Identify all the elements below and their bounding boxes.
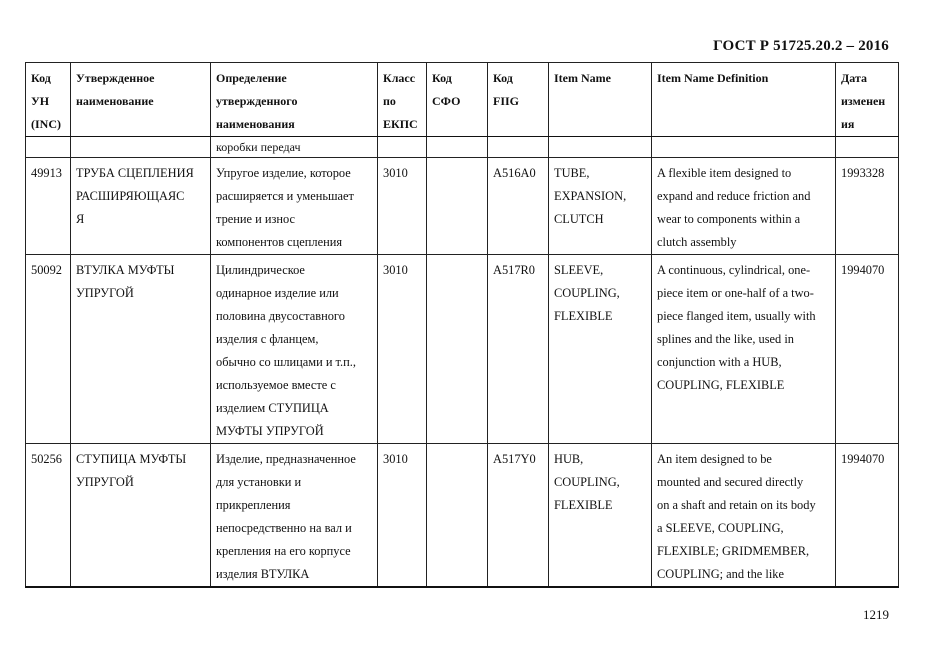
cell-date: 1994070	[836, 444, 899, 588]
table-header-row	[26, 63, 899, 137]
cell-inc: 50092	[26, 255, 71, 444]
cell-approved-name: ТРУБА СЦЕПЛЕНИЯ РАСШИРЯЮЩАЯС Я	[71, 158, 211, 255]
cell-fiig: A517R0	[488, 255, 549, 444]
table-row	[26, 444, 899, 588]
page-number: 1219	[863, 607, 889, 622]
cell-fiig: A517Y0	[488, 444, 549, 588]
cell-approved-name: СТУПИЦА МУФТЫ УПРУГОЙ	[71, 444, 211, 588]
cell-class: 3010	[378, 255, 427, 444]
header-fiig: Код FIIG	[488, 63, 549, 137]
cell-date: 1993328	[836, 158, 899, 255]
cell-definition: Изделие, предназначенное для установки и прикрепления непосредственно на вал и крепления на его корпусе изделия ВТУЛКА	[211, 444, 378, 588]
cell-inc: 49913	[26, 158, 71, 255]
definition-continuation: коробки передач	[211, 137, 378, 158]
cell-item-name: SLEEVE, COUPLING, FLEXIBLE	[549, 255, 652, 444]
document-standard-header: ГОСТ Р 51725.20.2 – 2016	[713, 38, 889, 54]
cell-approved-name: ВТУЛКА МУФТЫ УПРУГОЙ	[71, 255, 211, 444]
header-approved-name: Утвержденное наименование	[71, 63, 211, 137]
header-class: Класс по ЕКПС	[378, 63, 427, 137]
table-row-continuation	[26, 137, 899, 158]
cell-item-name: TUBE, EXPANSION, CLUTCH	[549, 158, 652, 255]
table-row	[26, 255, 899, 444]
header-item-name: Item Name	[549, 63, 652, 137]
items-table	[25, 62, 899, 588]
cell-fiig: A516A0	[488, 158, 549, 255]
header-item-name-definition: Item Name Definition	[652, 63, 836, 137]
cell-date: 1994070	[836, 255, 899, 444]
cell-sfo	[427, 444, 488, 588]
header-date: Дата изменен ия	[836, 63, 899, 137]
header-sfo: Код СФО	[427, 63, 488, 137]
cell-item-definition: An item designed to be mounted and secured directly on a shaft and retain on its body a SLEEVE, COUPLING, FLEXIBLE; GRIDMEMBER, COUPLING; and the like	[652, 444, 836, 588]
cell-definition: Упругое изделие, которое расширяется и уменьшает трение и износ компонентов сцепления	[211, 158, 378, 255]
cell-item-definition: A flexible item designed to expand and reduce friction and wear to components within a clutch assembly	[652, 158, 836, 255]
cell-inc: 50256	[26, 444, 71, 588]
cell-class: 3010	[378, 444, 427, 588]
cell-item-definition: A continuous, cylindrical, one- piece item or one-half of a two- piece flanged item, usually with splines and the like, used in conjunction with a HUB, COUPLING, FLEXIBLE	[652, 255, 836, 444]
header-inc: Код УН (INC)	[26, 63, 71, 137]
cell-sfo	[427, 158, 488, 255]
header-definition: Определение утвержденного наименования	[211, 63, 378, 137]
cell-item-name: HUB, COUPLING, FLEXIBLE	[549, 444, 652, 588]
table-row	[26, 158, 899, 255]
cell-class: 3010	[378, 158, 427, 255]
cell-definition: Цилиндрическое одинарное изделие или половина двусоставного изделия с фланцем, обычно со шлицами и т.п., используемое вместе с изделием СТУПИЦА МУФТЫ УПРУГОЙ	[211, 255, 378, 444]
cell-sfo	[427, 255, 488, 444]
